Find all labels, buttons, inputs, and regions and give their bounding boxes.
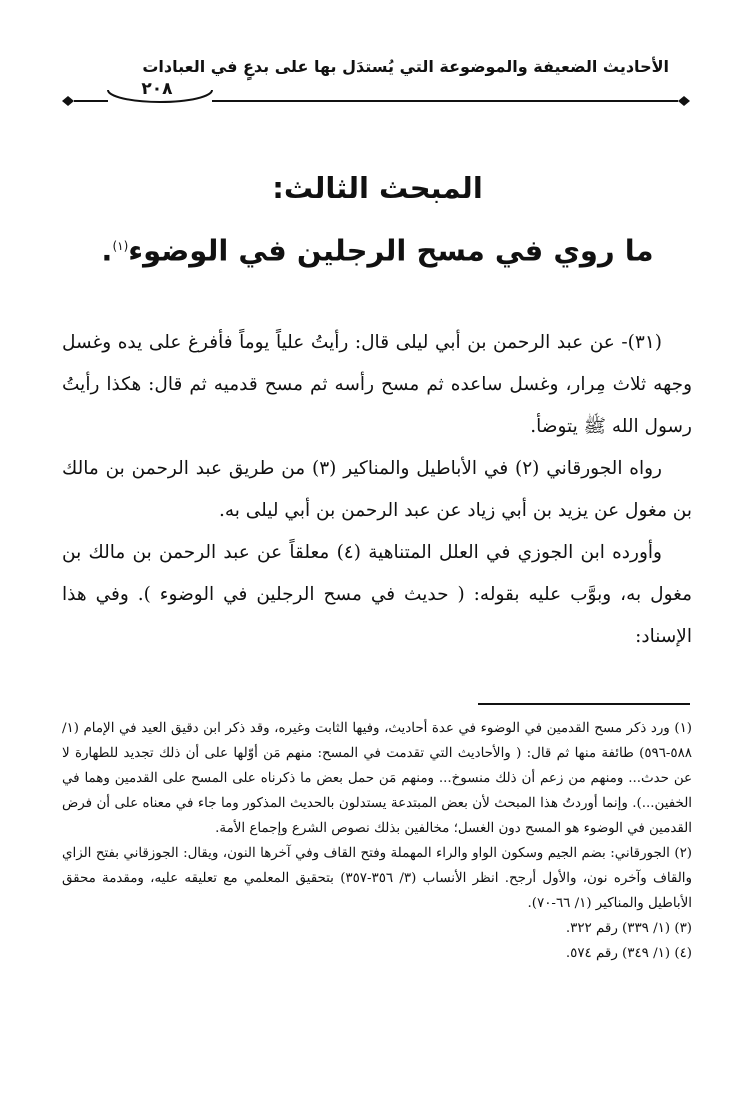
page-number: ٢٠٨ <box>141 79 173 99</box>
section-title: ما روي في مسح الرجلين في الوضوء <box>128 233 654 268</box>
footnote: (٤) (١/ ٣٤٩) رقم ٥٧٤. <box>565 946 692 961</box>
footnote-divider <box>478 703 690 705</box>
footnote: (١) ورد ذكر مسح القدمين في الوضوء في عدة أحاديث، وفيها الثابت وغيره، وقد ذكر ابن دقيق العيد في الإمام (١/ ٥٨٨-٥٩٦) طائفة منها ثم قال: ( والأحاديث التي تقدمت في المسح: منهم مَن أوّلها على أن ذلك تجديد للطهارة لا عن حدث... ومنهم من زعم أن ذلك منسوخ... ومنهم مَن حمل بعض ما ذكرناه على المسح على القدمين وهما في الخفين...). وإنما أوردتُ هذا المبحث لأن بعض المبتدعة يستدلون بالحديث المذكور وما جاء في معناه على أن فرض القدمين في الوضوء هو المسح دون الغسل؛ مخالفين بذلك نصوص الشرع وإجماع الأمة. <box>62 721 692 836</box>
section-title-line: ما روي في مسح الرجلين في الوضوء$^{(١)}$. <box>101 233 654 268</box>
body-text <box>62 322 692 658</box>
footnote-ref: (١) <box>112 239 129 253</box>
narration-paragraph: وأورده ابن الجوزي في العلل المتناهية (٤) معلقاً عن عبد الرحمن بن مالك بن مغول به، وبوَّب عليه بقوله: ( حديث في مسح الرجلين في الوضوء ). وفي هذا الإسناد: <box>62 542 692 647</box>
running-title: الأحاديث الضعيفة والموضوعة التي يُستدَل بها على بدعٍ في العبادات <box>142 57 669 76</box>
footnote: (٢) الجورقاني: بضم الجيم وسكون الواو والراء المهملة وفتح القاف وفي آخرها النون، ويقال: الجوزقاني بفتح الزاي والقاف وآخره نون، والأول أرجح. انظر الأنساب (٣/ ٣٥٦-٣٥٧) بتحقيق المعلمي مع تعليقه عليه، ومقدمة محقق الأباطيل والمناكير (١/ ٦٦-٧٠). <box>62 846 692 911</box>
narration-paragraph: رواه الجورقاني (٢) في الأباطيل والمناكير (٣) من طريق عبد الرحمن بن مالك بن مغول عن يزيد بن أبي زياد عن عبد الرحمن بن أبي ليلى به. <box>62 458 692 521</box>
section-label: المبحث الثالث: <box>272 171 483 205</box>
hadith-paragraph: (٣١)- عن عبد الرحمن بن أبي ليلى قال: رأيتُ علياً يوماً فأفرغ على يده وغسل وجهه ثلاث مِرار، وغسل ساعده ثم مسح رأسه ثم مسح قدميه ثم قال: هكذا رأيتُ رسول الله ﷺ يتوضأ. <box>62 332 692 437</box>
footnote: (٣) (١/ ٣٣٩) رقم ٣٢٢. <box>565 921 692 936</box>
footnotes <box>62 716 692 966</box>
